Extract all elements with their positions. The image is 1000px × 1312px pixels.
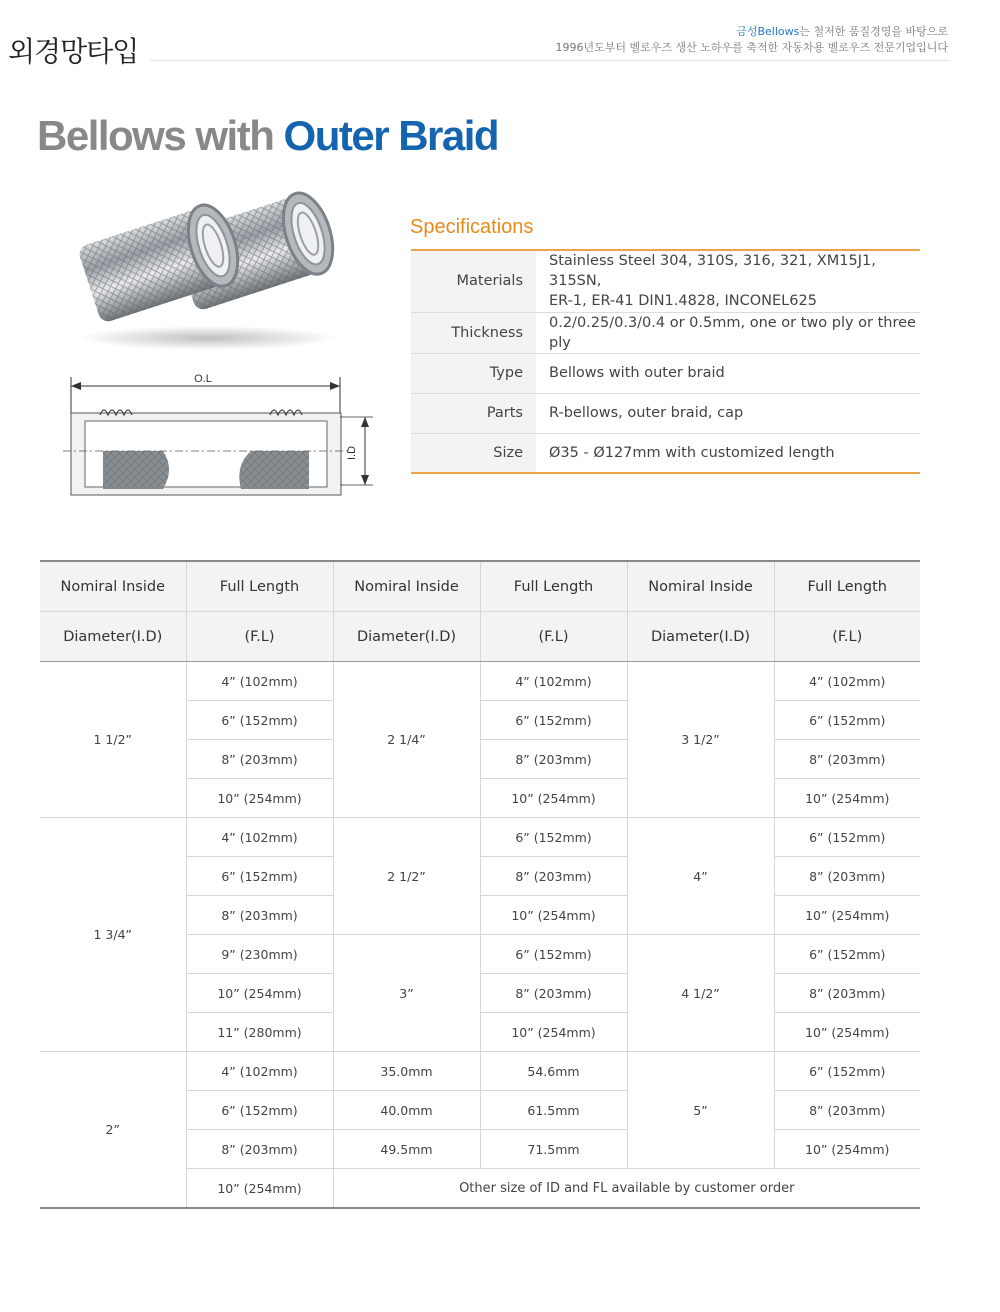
fl-cell: 6” (152mm) — [480, 818, 627, 857]
column-header: Diameter(I.D) — [627, 612, 774, 662]
fl-cell: 8” (203mm) — [186, 896, 333, 935]
id-cell: 49.5mm — [333, 1130, 480, 1169]
fl-cell: 6” (152mm) — [186, 857, 333, 896]
fl-cell: 4” (102mm) — [186, 818, 333, 857]
size-table-header-row — [40, 561, 920, 612]
spec-key: Thickness — [411, 312, 536, 353]
id-cell: 2” — [40, 1052, 186, 1209]
fl-cell: 8” (203mm) — [186, 1130, 333, 1169]
column-header: Nomiral Inside — [40, 561, 186, 612]
column-header: (F.L) — [186, 612, 333, 662]
fl-cell: 8” (203mm) — [480, 974, 627, 1013]
spec-key: Size — [411, 433, 536, 473]
column-header: Diameter(I.D) — [40, 612, 186, 662]
fl-cell: 10” (254mm) — [186, 779, 333, 818]
tagline-line1: 는 철저한 품질경영을 바탕으로 — [799, 25, 948, 38]
fl-cell: 8” (203mm) — [774, 857, 920, 896]
fl-cell: 54.6mm — [480, 1052, 627, 1091]
fl-cell: 4” (102mm) — [186, 662, 333, 701]
size-table-header-row — [40, 612, 920, 662]
table-row — [40, 818, 920, 857]
fl-cell: 6” (152mm) — [774, 701, 920, 740]
fl-cell: 8” (203mm) — [774, 974, 920, 1013]
fl-cell: 10” (254mm) — [480, 896, 627, 935]
spec-row-materials — [411, 250, 920, 312]
column-header: Full Length — [186, 561, 333, 612]
tagline-line2: 1996년도부터 벨로우즈 생산 노하우를 축적한 자동차용 벨로우즈 전문기업입니다 — [555, 41, 948, 54]
column-header: (F.L) — [480, 612, 627, 662]
fl-cell: 8” (203mm) — [480, 857, 627, 896]
fl-cell: 8” (203mm) — [774, 740, 920, 779]
spec-key: Type — [411, 353, 536, 393]
fl-cell: 6” (152mm) — [186, 701, 333, 740]
spec-value — [536, 250, 920, 312]
column-header: Nomiral Inside — [627, 561, 774, 612]
spec-value: Ø35 - Ø127mm with customized length — [549, 444, 835, 461]
page-category-title: 외경망타입 — [8, 35, 139, 68]
bellows-product-photo — [68, 190, 338, 350]
fl-cell: 6” (152mm) — [774, 1052, 920, 1091]
fl-cell: 61.5mm — [480, 1091, 627, 1130]
product-title — [37, 112, 498, 160]
fl-cell: 10” (254mm) — [480, 1013, 627, 1052]
ol-label: O.L — [194, 373, 212, 385]
id-cell: 2 1/4” — [333, 662, 480, 818]
spec-value: Bellows with outer braid — [536, 353, 920, 393]
id-cell: 40.0mm — [333, 1091, 480, 1130]
fl-cell: 10” (254mm) — [774, 1130, 920, 1169]
table-row — [40, 662, 920, 701]
product-title-part1: Bellows with — [37, 112, 284, 159]
header-divider — [150, 60, 950, 61]
spec-row-type — [411, 353, 920, 393]
fl-cell: 6” (152mm) — [480, 701, 627, 740]
spec-value: R-bellows, outer braid, cap — [536, 393, 920, 433]
fl-cell: 6” (152mm) — [480, 935, 627, 974]
fl-cell: 10” (254mm) — [774, 779, 920, 818]
fl-cell: 6” (152mm) — [186, 1091, 333, 1130]
id-cell: 1 1/2” — [40, 662, 186, 818]
fl-cell: 4” (102mm) — [480, 662, 627, 701]
id-cell: 1 3/4” — [40, 818, 186, 1052]
spec-row-size — [411, 433, 920, 473]
fl-cell: 71.5mm — [480, 1130, 627, 1169]
id-cell: 5” — [627, 1052, 774, 1169]
fl-cell: 11” (280mm) — [186, 1013, 333, 1052]
custom-size-note: Other size of ID and FL available by customer order — [333, 1169, 920, 1209]
spec-row-thickness — [411, 312, 920, 353]
fl-cell: 4” (102mm) — [186, 1052, 333, 1091]
spec-key: Parts — [411, 393, 536, 433]
fl-cell: 8” (203mm) — [774, 1091, 920, 1130]
column-header: Full Length — [480, 561, 627, 612]
specifications-table — [411, 249, 920, 474]
id-label: I.D — [346, 445, 358, 461]
column-header: (F.L) — [774, 612, 920, 662]
fl-cell: 9” (230mm) — [186, 935, 333, 974]
spec-key: Materials — [411, 250, 536, 312]
fl-cell: 10” (254mm) — [774, 896, 920, 935]
spec-value-line: ER-1, ER-41 DIN1.4828, INCONEL625 — [549, 293, 817, 310]
fl-cell: 6” (152mm) — [774, 818, 920, 857]
fl-cell: 4” (102mm) — [774, 662, 920, 701]
spec-value: 0.2/0.25/0.3/0.4 or 0.5mm, one or two ply or three ply — [536, 312, 920, 353]
fl-cell: 10” (254mm) — [480, 779, 627, 818]
fl-cell: 10” (254mm) — [186, 1169, 333, 1209]
column-header: Nomiral Inside — [333, 561, 480, 612]
product-title-part2: Outer Braid — [283, 112, 499, 159]
fl-cell: 10” (254mm) — [774, 1013, 920, 1052]
id-cell: 35.0mm — [333, 1052, 480, 1091]
id-cell: 4 1/2” — [627, 935, 774, 1052]
id-cell: 4” — [627, 818, 774, 935]
size-table — [40, 560, 920, 1209]
bellows-dimension-drawing — [55, 365, 385, 500]
specifications-heading: Specifications — [410, 216, 534, 238]
id-cell: 3 1/2” — [627, 662, 774, 818]
company-tagline — [556, 24, 949, 56]
id-cell: 2 1/2” — [333, 818, 480, 935]
id-cell: 3” — [333, 935, 480, 1052]
fl-cell: 8” (203mm) — [186, 740, 333, 779]
spec-row-parts — [411, 393, 920, 433]
fl-cell: 10” (254mm) — [186, 974, 333, 1013]
fl-cell: 6” (152mm) — [774, 935, 920, 974]
fl-cell: 8” (203mm) — [480, 740, 627, 779]
column-header: Full Length — [774, 561, 920, 612]
tagline-brand: 금성Bellows — [736, 25, 800, 38]
column-header: Diameter(I.D) — [333, 612, 480, 662]
table-row — [40, 1052, 920, 1091]
spec-value-line: Stainless Steel 304, 310S, 316, 321, XM15J1, 315SN, — [549, 253, 876, 290]
